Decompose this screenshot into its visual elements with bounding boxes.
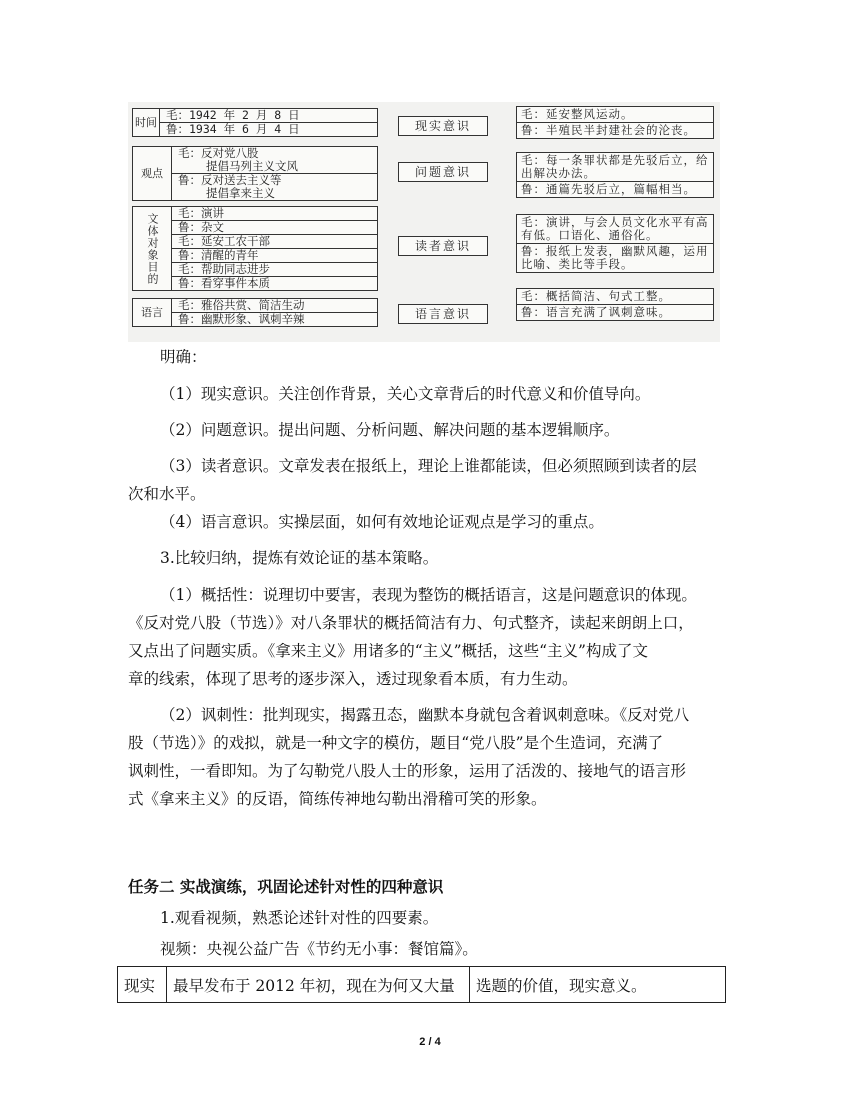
comparison-figure <box>128 102 720 342</box>
genre-mao: 毛：演讲 <box>178 206 224 220</box>
audience-lu: 鲁：清醒的青年 <box>172 248 377 262</box>
task-2-heading: 任务二 实战演练，巩固论述针对性的四种意识 <box>128 878 444 896</box>
video-reference: 视频：央视公益广告《节约无小事：餐馆篇》。 <box>160 940 478 958</box>
language-header: 语言 <box>133 299 172 326</box>
page-number: 2 / 4 <box>419 1036 441 1048</box>
time-header: 时间 <box>133 109 160 136</box>
viewpoint-header: 观点 <box>133 147 172 200</box>
reality-lu: 鲁：半殖民半封建社会的沦丧。 <box>517 122 713 138</box>
satire-line1: （2）讽刺性：批判现实，揭露丑态，幽默本身就包含着讽刺意味。《反对党八 <box>160 706 690 724</box>
time-mao: 毛：1942 年 2 月 8 日 <box>166 108 300 122</box>
problem-detail <box>516 152 714 198</box>
reader-detail <box>516 214 714 273</box>
language-mao: 毛：雅俗共赏、简洁生动 <box>178 298 305 312</box>
problem-lu: 鲁：通篇先驳后立，篇幅相当。 <box>517 181 713 197</box>
reality-mao: 毛：延安整风运动。 <box>521 107 634 121</box>
genre-lu: 鲁：杂文 <box>172 220 377 234</box>
problem-mao: 毛：每一条罪状都是先驳后立，给出解决办法。 <box>521 153 709 180</box>
satire-line2: 股（节选）》的戏拟，就是一种文字的模仿，题目“党八股”是个生造词，充满了 <box>128 734 664 752</box>
reader-awareness-box: 读者意识 <box>398 236 488 256</box>
language-lu: 鲁：幽默形象、讽刺辛辣 <box>172 312 377 326</box>
language-block <box>132 298 378 327</box>
point-language: （4）语言意识。实操层面，如何有效地论证观点是学习的重点。 <box>160 513 604 531</box>
genre-block <box>132 206 378 291</box>
analysis-table <box>117 966 726 1003</box>
viewpoint-lu-2: 提倡拿来主义 <box>206 186 275 200</box>
generality-line2: 《反对党八股（节选）》对八条罪状的概括简洁有力、句式整齐，读起来朗朗上口， <box>128 614 694 632</box>
language-detail <box>516 288 714 321</box>
language-detail-mao: 毛：概括简洁、句式工整。 <box>521 289 671 303</box>
purpose-mao: 毛：帮助同志进步 <box>172 262 377 276</box>
problem-awareness-box: 问题意识 <box>398 162 488 182</box>
point-reader-line1: （3）读者意识。文章发表在报纸上，理论上谁都能读，但必须照顾到读者的层 <box>160 457 697 475</box>
viewpoint-mao-2: 提倡马列主义文风 <box>206 159 298 173</box>
clarify-label: 明确： <box>160 348 207 366</box>
task-2-step-1: 1.观看视频，熟悉论述针对性的四要素。 <box>160 909 439 927</box>
language-detail-lu: 鲁：语言充满了讽刺意味。 <box>517 304 713 320</box>
viewpoint-mao-1: 毛：反对党八股 <box>178 146 259 160</box>
table-cell-note: 选题的价值，现实意义。 <box>476 976 647 995</box>
viewpoint-lu-1: 鲁：反对送去主义等 <box>172 173 377 187</box>
satire-line4: 式《拿来主义》的反语，简练传神地勾勒出滑稽可笑的形象。 <box>128 790 547 808</box>
point-reality: （1）现实意识。关注创作背景，关心文章背后的时代意义和价值导向。 <box>160 385 651 403</box>
viewpoint-block <box>132 146 378 201</box>
step-3-heading: 3.比较归纳，提炼有效论证的基本策略。 <box>160 549 439 567</box>
point-problem: （2）问题意识。提出问题、分析问题、解决问题的基本逻辑顺序。 <box>160 421 620 439</box>
reader-mao: 毛：演讲，与会人员文化水平有高有低。口语化、通俗化。 <box>521 215 709 242</box>
genre-header-text: 文体对象目的 <box>146 212 159 285</box>
point-reader-line2: 次和水平。 <box>128 485 206 503</box>
generality-line4: 章的线索，体现了思考的逐步深入，透过现象看本质，有力生动。 <box>128 670 578 688</box>
generality-line1: （1）概括性：说理切中要害，表现为整饬的概括语言，这是问题意识的体现。 <box>160 586 697 604</box>
purpose-lu: 鲁：看穿事件本质 <box>172 276 377 290</box>
table-cell-category: 现实 <box>118 967 167 1002</box>
genre-header <box>133 207 172 290</box>
satire-line3: 讽刺性，一看即知。为了勾勒党八股人士的形象，运用了活泼的、接地气的语言形 <box>128 762 687 780</box>
generality-line3: 又点出了问题实质。《拿来主义》用诸多的“主义”概括，这些“主义”构成了文 <box>128 642 648 660</box>
time-block <box>132 108 378 137</box>
time-lu: 鲁：1934 年 6 月 4 日 <box>160 122 377 136</box>
audience-mao: 毛：延安工农干部 <box>172 234 377 248</box>
reality-detail <box>516 106 714 139</box>
reader-lu: 鲁：报纸上发表，幽默风趣，运用比喻、类比等手段。 <box>517 243 713 272</box>
reality-awareness-box: 现实意识 <box>398 116 488 136</box>
language-awareness-box: 语言意识 <box>398 304 488 324</box>
table-cell-content: 最早发布于 2012 年初，现在为何又大量 <box>167 967 470 1002</box>
